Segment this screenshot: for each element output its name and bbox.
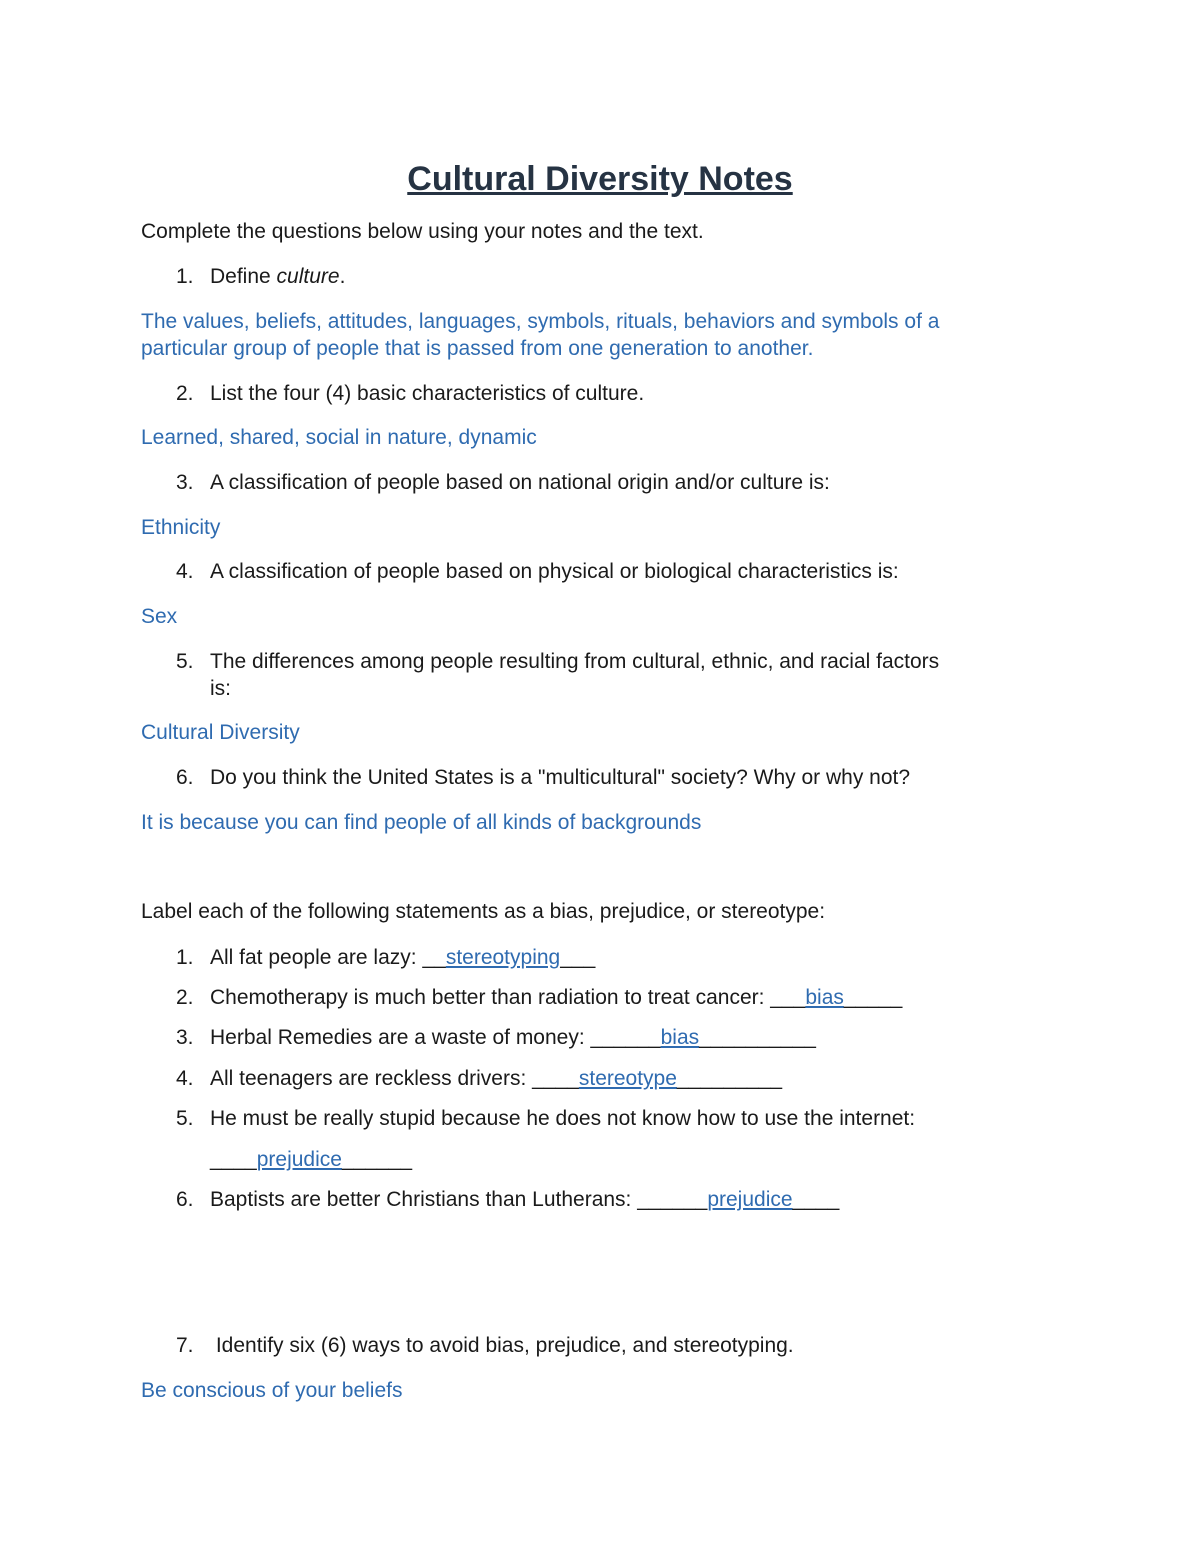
blank-post: ____	[792, 1188, 840, 1211]
question-number: 1.	[176, 265, 194, 288]
answer-3: Ethnicity	[141, 516, 221, 539]
item-answer: prejudice	[256, 1148, 342, 1171]
item-text: Herbal Remedies are a waste of money:	[210, 1026, 591, 1049]
item-answer: stereotyping	[445, 946, 561, 969]
question-text: Identify six (6) ways to avoid bias, prejudice, and stereotyping.	[210, 1334, 794, 1357]
question-number: 6.	[176, 766, 194, 789]
answer-7: Be conscious of your beliefs	[141, 1379, 403, 1402]
item-answer: bias	[660, 1026, 700, 1049]
question-text: A classification of people based on physical or biological characteristics is:	[210, 560, 899, 583]
item-text: Baptists are better Christians than Lutherans:	[210, 1188, 638, 1211]
question-text: Define	[210, 265, 277, 288]
question-number: 2.	[176, 382, 194, 405]
item-text: Chemotherapy is much better than radiation to treat cancer:	[210, 986, 771, 1009]
question-4	[176, 558, 899, 585]
blank-pre: __	[422, 946, 446, 969]
item-number: 2.	[176, 986, 194, 1009]
answer-5: Cultural Diversity	[141, 721, 300, 744]
label-item-5-answer-line	[210, 1146, 412, 1173]
label-item-1	[176, 944, 595, 971]
question-number: 3.	[176, 471, 194, 494]
blank-post: ______	[341, 1148, 413, 1171]
question-text: List the four (4) basic characteristics of culture.	[210, 382, 645, 405]
item-number: 5.	[176, 1107, 194, 1130]
question-3	[176, 469, 830, 496]
question-emphasis: culture	[276, 265, 340, 288]
label-item-6	[176, 1186, 839, 1213]
label-section-heading: Label each of the following statements as a bias, prejudice, or stereotype:	[141, 900, 826, 923]
question-number: 7.	[176, 1334, 194, 1357]
answer-1-line-1: The values, beliefs, attitudes, languages, symbols, rituals, behaviors and symbols of a	[141, 310, 940, 333]
blank-pre: ____	[210, 1148, 257, 1171]
label-item-4	[176, 1065, 782, 1092]
question-5	[176, 648, 939, 675]
blank-pre: ______	[637, 1188, 708, 1211]
item-answer: stereotype	[578, 1067, 677, 1090]
blank-pre: ____	[532, 1067, 579, 1090]
item-number: 1.	[176, 946, 194, 969]
item-number: 6.	[176, 1188, 194, 1211]
question-number: 4.	[176, 560, 194, 583]
answer-4: Sex	[141, 605, 178, 628]
blank-pre: ___	[770, 986, 806, 1009]
answer-1-line-2: particular group of people that is passed from one generation to another.	[141, 337, 814, 360]
question-text-end: .	[339, 265, 346, 288]
intro-text: Complete the questions below using your notes and the text.	[141, 220, 704, 243]
item-text: All fat people are lazy:	[210, 946, 423, 969]
blank-post: _________	[676, 1067, 783, 1090]
blank-post: ___	[560, 946, 596, 969]
blank-pre: ______	[590, 1026, 661, 1049]
question-1	[176, 263, 345, 290]
answer-6: It is because you can find people of all kinds of backgrounds	[141, 811, 702, 834]
blank-post: __________	[699, 1026, 816, 1049]
question-number: 5.	[176, 650, 194, 673]
blank-post: _____	[843, 986, 903, 1009]
item-text: He must be really stupid because he does not know how to use the internet:	[210, 1107, 916, 1130]
item-answer: prejudice	[707, 1188, 793, 1211]
label-item-5	[176, 1105, 915, 1132]
question-text: A classification of people based on national origin and/or culture is:	[210, 471, 830, 494]
item-answer: bias	[805, 986, 844, 1009]
question-text: Do you think the United States is a "multicultural" society? Why or why not?	[210, 766, 911, 789]
question-7	[176, 1332, 794, 1359]
item-number: 4.	[176, 1067, 194, 1090]
question-text: The differences among people resulting from cultural, ethnic, and racial factors	[210, 650, 940, 673]
item-number: 3.	[176, 1026, 194, 1049]
label-item-3	[176, 1024, 816, 1051]
question-6	[176, 764, 910, 791]
page-title: Cultural Diversity Notes	[407, 160, 793, 198]
answer-2: Learned, shared, social in nature, dynamic	[141, 426, 537, 449]
question-2	[176, 380, 644, 407]
label-item-2	[176, 984, 902, 1011]
item-text: All teenagers are reckless drivers:	[210, 1067, 533, 1090]
question-5-continued: is:	[210, 677, 231, 700]
